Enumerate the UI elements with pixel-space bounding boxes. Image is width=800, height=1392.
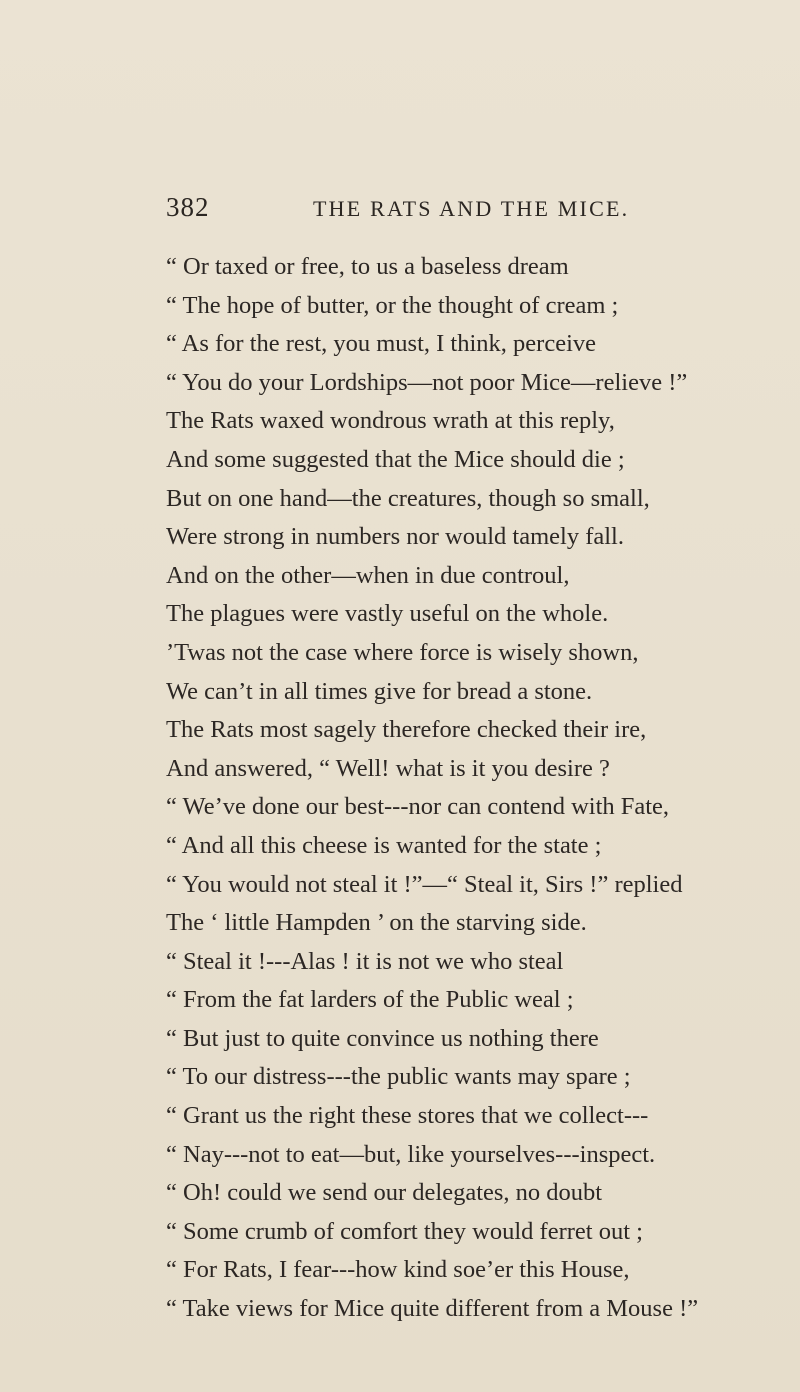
page-header	[0, 192, 800, 232]
poem-line: “ But just to quite convince us nothing there	[166, 1024, 599, 1052]
poem-line: We can’t in all times give for bread a stone.	[166, 677, 593, 705]
poem-line: “ Oh! could we send our delegates, no doubt	[166, 1179, 603, 1207]
poem-line: Were strong in numbers nor would tamely fall.	[166, 523, 624, 551]
poem-line: “ We’ve done our best---nor can contend with Fate,	[166, 793, 670, 821]
poem-line: “ From the fat larders of the Public weal ;	[166, 986, 574, 1014]
poem-line: “ You do your Lordships—not poor Mice—relieve !”	[166, 368, 688, 396]
poem-line: But on one hand—the creatures, though so small,	[166, 484, 650, 512]
poem-line: The plagues were vastly useful on the whole.	[166, 600, 609, 628]
poem-line: And on the other—when in due controul,	[166, 561, 570, 589]
poem-line: The ‘ little Hampden ’ on the starving side.	[166, 909, 587, 937]
poem-line: ’Twas not the case where force is wisely shown,	[166, 638, 639, 666]
poem-line: The Rats most sagely therefore checked their ire,	[166, 716, 647, 744]
poem-line: And answered, “ Well! what is it you desire ?	[166, 754, 610, 782]
poem-line: “ Or taxed or free, to us a baseless dream	[166, 253, 569, 280]
poem-line: “ Grant us the right these stores that we collect---	[166, 1102, 649, 1130]
poem-line: “ You would not steal it !”—“ Steal it, Sirs !” replied	[166, 870, 683, 898]
poem-line: “ To our distress---the public wants may spare ;	[166, 1063, 631, 1091]
poem-line: “ As for the rest, you must, I think, perceive	[166, 330, 597, 358]
poem-line: “ For Rats, I fear---how kind soe’er this House,	[166, 1256, 630, 1284]
poem-text	[166, 248, 791, 1329]
poem-line: “ Nay---not to eat—but, like yourselves---inspect.	[166, 1140, 656, 1168]
running-title: THE RATS AND THE MICE.	[313, 196, 630, 221]
page-number: 382	[166, 192, 210, 222]
poem-line: “ Some crumb of comfort they would ferret out ;	[166, 1217, 643, 1245]
poem-line: And some suggested that the Mice should die ;	[166, 445, 625, 473]
poem-line: “ Steal it !---Alas ! it is not we who steal	[166, 947, 564, 975]
poem-line: “ Take views for Mice quite different from a Mouse !”	[166, 1295, 699, 1323]
poem-line: “ The hope of butter, or the thought of cream ;	[166, 291, 619, 319]
poem-line: “ And all this cheese is wanted for the state ;	[166, 831, 602, 859]
poem-line: The Rats waxed wondrous wrath at this reply,	[166, 407, 615, 435]
